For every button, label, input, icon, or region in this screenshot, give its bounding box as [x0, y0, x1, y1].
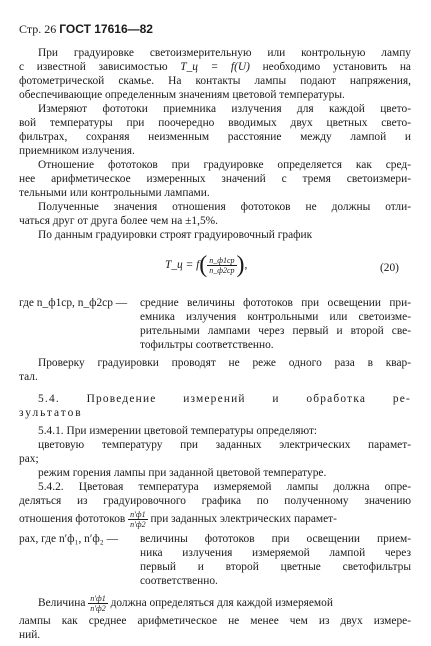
standard-code: ГОСТ 17616—82 — [59, 22, 153, 36]
text-line: первый и второй цветные светофильтры — [140, 561, 411, 573]
section-heading-cont: зультатов — [19, 407, 83, 419]
ratio-fraction-2: $\frac{n'ф1}{n'ф2}$ — [90, 594, 106, 613]
text-line: тофильтры соответственно. — [140, 339, 274, 351]
text-line: средние величины фототоков при освещении при- — [140, 297, 411, 309]
text-line: емника излучения контрольными или светоизме- — [140, 311, 411, 323]
page-number: Стр. 26 — [19, 22, 57, 36]
text-line: нее арифметическое измеренных значений с тремя светоизмери- — [19, 173, 411, 185]
text-line: рах; — [19, 453, 39, 465]
text-line: По данным градуировки строят градуировочный график — [38, 229, 313, 241]
text-line: Величина $\frac{n'ф1}{n'ф2}$ должна определяться для каждой измеряемой — [38, 594, 333, 613]
text-line: ний. — [19, 629, 41, 641]
text-line: 5.4.1. При измерении цветовой температуры определяют: — [38, 425, 318, 437]
text-line: тельными или контрольными лампами. — [19, 187, 210, 199]
equation-number: (20) — [380, 262, 399, 274]
text-line: Отношение фототоков при градуировке определяется как сред- — [38, 159, 411, 171]
text-line: Проверку градуировки проводят не реже одного раза в квар- — [38, 357, 411, 369]
text-line: величины фототоков при освещении прием- — [140, 533, 411, 545]
text-line: ника излучения измеряемой лампой через — [140, 547, 411, 559]
text-line: Полученные значения отношения фототоков не должны отли- — [38, 201, 411, 213]
text-line: режим горения лампы при заданной цветовой температуре. — [38, 467, 327, 479]
ratio-fraction: $\frac{n'ф1}{n'ф2}$ — [130, 510, 146, 529]
text-line: фильтрах, сохраняя неизменным расстояние между лампой и — [19, 131, 411, 143]
text-line: рительными лампами через первый и второй све- — [140, 325, 411, 337]
text-line: отношения фототоков $\frac{n'ф1}{n'ф2}$ при заданных электрических парамет- — [19, 510, 337, 529]
text-line: 5.4.2. Цветовая температура измеряемой лампы должна опре- — [38, 481, 411, 493]
text-line: деляться из градуировочного графика по полученному значению — [19, 495, 411, 507]
text-line: лампы как среднее арифметическое не менее чем из двух измере- — [19, 615, 411, 627]
text-line: соответственно. — [140, 575, 218, 587]
formula-fraction: $\frac{n\_ф1ср}{n\_ф2ср}$ — [209, 256, 235, 275]
section-heading: 5.4. Проведение измерений и обработка ре- — [38, 393, 411, 405]
text-line: Измеряют фототоки приемника излучения для каждой цвето- — [38, 103, 411, 115]
text-line: с известной зависимостью T_ц = f(U) необходимо установить на — [19, 61, 411, 73]
text-line: обеспечивающие определенным значениям цветовой температуры. — [19, 89, 345, 101]
text-line: фотометрической скамье. На контакты лампы подают напряжения, — [19, 75, 411, 87]
text-line: приемником излучения. — [19, 145, 135, 157]
text-line: При градуировке светоизмерительную или контрольную лампу — [38, 47, 411, 59]
formula-lhs: T_ц = f — [165, 259, 200, 272]
formula-20: T_ц = f( $\frac{n\_ф1ср}{n\_ф2ср}$ ), — [165, 252, 248, 278]
page-header — [19, 22, 153, 37]
text-line: цветовую температуру при заданных электрических парамет- — [38, 439, 411, 451]
where-lead-2: рах, где n′ф₁, n′ф₂ — — [19, 533, 118, 545]
inline-formula: T_ц = f(U) — [180, 61, 250, 73]
text-line: вой температуры при поочередно вводимых двух цветных свето- — [19, 117, 411, 129]
where-lead: где n_ф1ср, n_ф2ср — — [19, 297, 128, 309]
text-line: тал. — [19, 371, 38, 383]
text-line: чаться друг от друга более чем на ±1,5%. — [19, 215, 218, 227]
